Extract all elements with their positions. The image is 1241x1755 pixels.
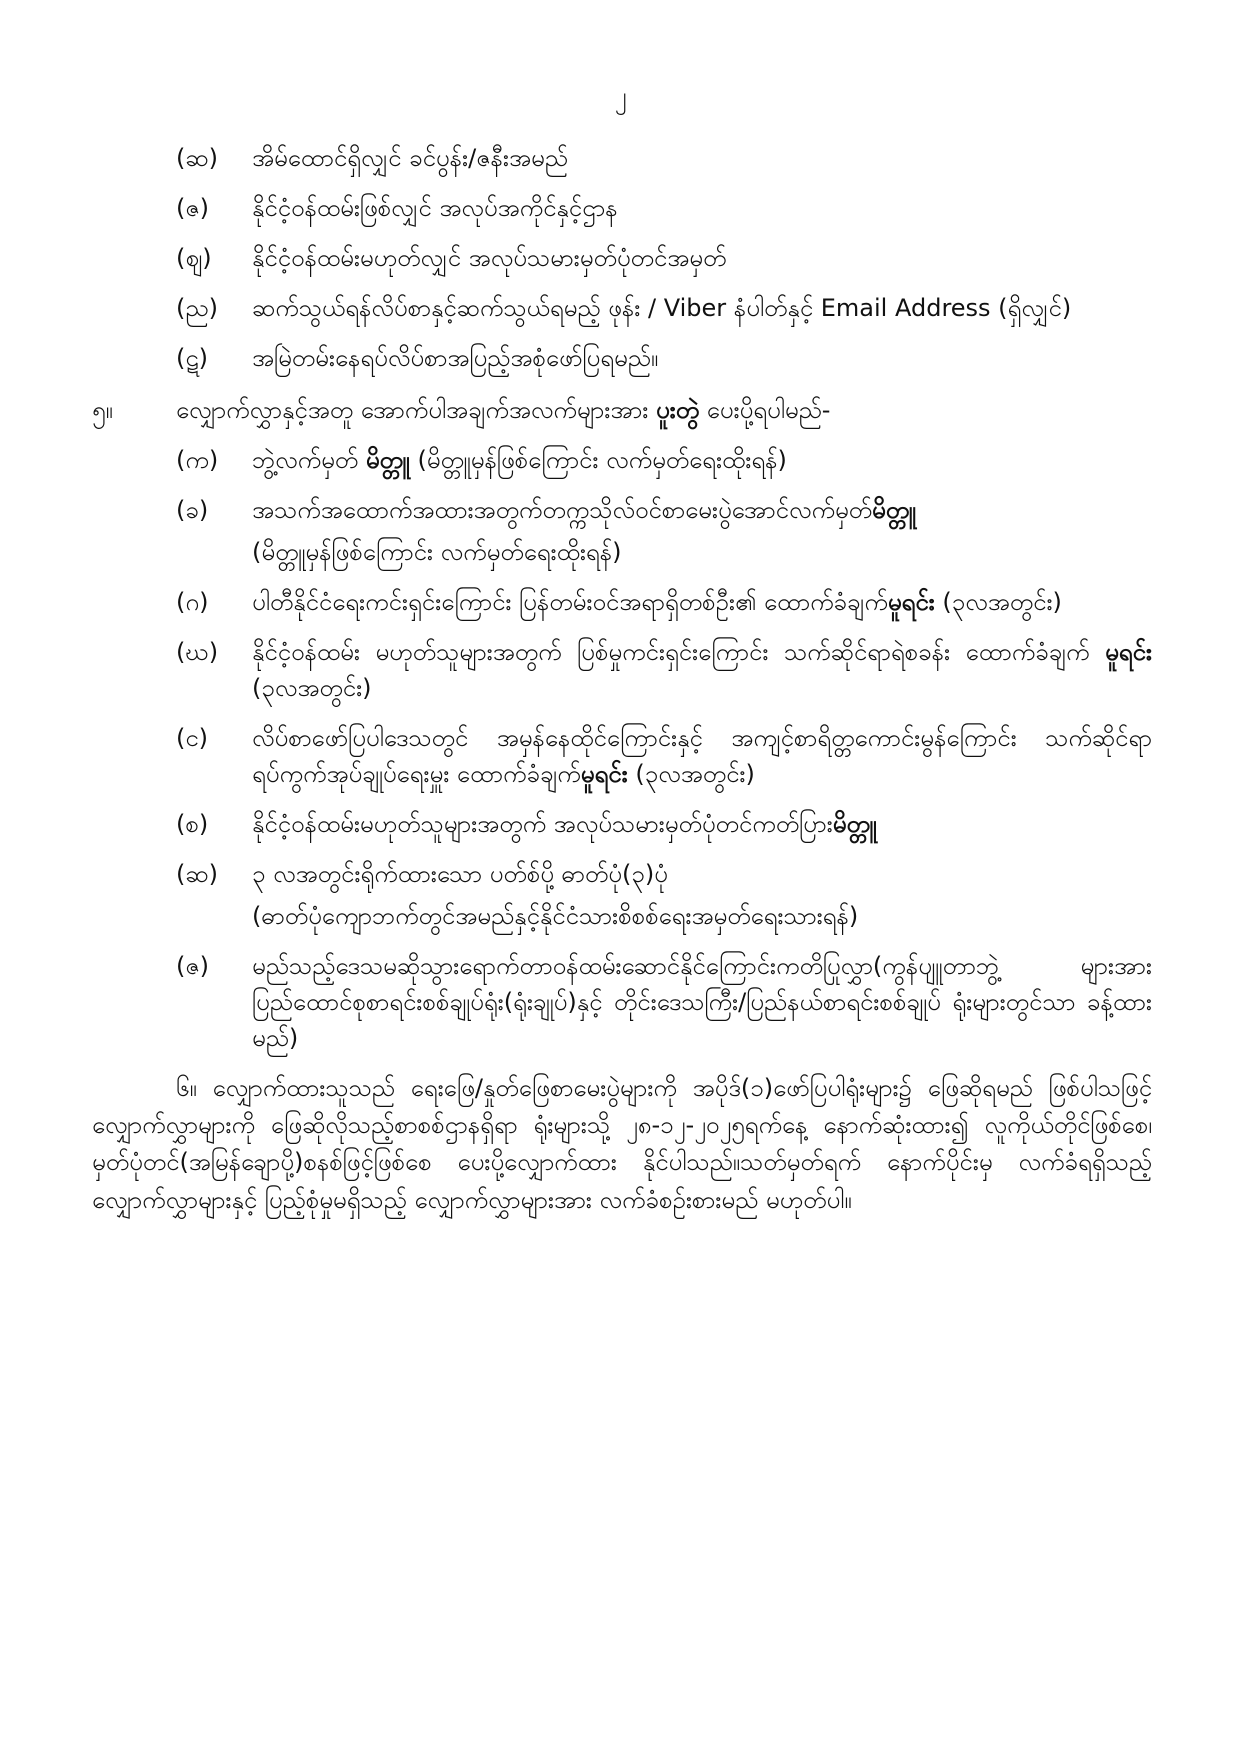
item-text: နိုင်ငံ့ဝန်ထမ်းဖြစ်လျှင် အလုပ်အကိုင်နှင့်ဌာန — [252, 194, 618, 222]
document-body — [92, 140, 1152, 1219]
item-marker: (ဇ) — [176, 194, 209, 222]
section-text: လျှောက်ထားသူသည် ရေးဖြေ/နှုတ်ဖြေစာမေးပွဲများကို အပိုဒ်(၁)ဖော်ပြပါရုံးများ၌ ဖြေဆိုရမည် ဖြစ်ပါသဖြင့် လျှောက်လွှာများကို ဖြေဆိုလိုသည့်စာစစ်ဌာနရှိရာ ရုံးများသို့ ၂၈-၁၂-၂၀၂၅ရက်နေ့ နောက်ဆုံးထား၍ လူကိုယ်တိုင်ဖြစ်စေ၊ မှတ်ပုံတင်(အမြန်ချောပို့)စနစ်ဖြင့်ဖြစ်စေ ပေးပို့လျှောက်ထား နိုင်ပါသည်။သတ်မှတ်ရက် နောက်ပိုင်းမှ လက်ခံရရှိသည့် လျှောက်လွှာများနှင့် ပြည့်စုံမှုမရှိသည့် လျှောက်လွှာများအား လက်ခံစဉ်းစားမည် မဟုတ်ပါ။ — [92, 1074, 1153, 1214]
item-text: အမြဲတမ်းနေရပ်လိပ်စာအပြည့်အစုံဖော်ပြရမည်။ — [252, 344, 659, 372]
item-bold: မူရင်း — [887, 588, 935, 616]
item-marker: (ဆ) — [176, 860, 218, 888]
list-item — [92, 856, 1152, 934]
item-bold: မူရင်း — [1105, 638, 1152, 666]
list-item — [92, 190, 1152, 226]
item-marker: (ည) — [176, 294, 218, 322]
item-marker: (ဃ) — [176, 638, 219, 666]
item-marker: (ခ) — [176, 496, 209, 524]
item-marker: (က) — [176, 446, 219, 474]
item-text: ဘွဲ့လက်မှတ် — [252, 446, 366, 474]
section-5-heading — [92, 392, 1152, 428]
list-item — [92, 140, 1152, 176]
item-text: လိပ်စာဖော်ပြပါဒေသတွင် အမှန်နေထိုင်ကြောင်းနှင့် အကျင့်စာရိတ္တကောင်းမွန်ကြောင်း သက်ဆိုင်ရာ ရပ်ကွက်အုပ်ချုပ်ရေးမှူး ထောက်ခံချက် — [252, 724, 1152, 788]
list-item — [92, 492, 1152, 570]
item-marker: (ဋ) — [176, 344, 209, 372]
list-item — [92, 240, 1152, 276]
item-text-post: (မိတ္တူမှန်ဖြစ်ကြောင်း လက်မှတ်ရေးထိုးရန်) — [409, 446, 787, 474]
list-item — [92, 720, 1152, 792]
item-text-post: (၃လအတွင်း) — [627, 760, 755, 788]
item-text-line2: (မိတ္တူမှန်ဖြစ်ကြောင်း လက်မှတ်ရေးထိုးရန်) — [252, 538, 622, 566]
item-marker: (စ) — [176, 810, 209, 838]
item-text: နိုင်ငံ့ဝန်ထမ်း မဟုတ်သူများအတွက် ပြစ်မှုကင်းရှင်းကြောင်း သက်ဆိုင်ရာရဲစခန်း ထောက်ခံချက် — [252, 638, 1106, 666]
item-marker: (ဂ) — [176, 588, 209, 616]
item-marker: (ဇ) — [176, 952, 209, 980]
item-text: နိုင်ငံ့ဝန်ထမ်းမဟုတ်သူများအတွက် အလုပ်သမားမှတ်ပုံတင်ကတ်ပြား — [252, 810, 833, 838]
item-text-post: (၃လအတွင်း) — [252, 674, 372, 702]
item-bold: မိတ္တူ — [365, 446, 410, 474]
item-marker: (ဈ) — [176, 244, 212, 272]
section-lead-bold: ပူးတွဲ — [655, 396, 700, 424]
item-text: နိုင်ငံ့ဝန်ထမ်းမဟုတ်လျှင် အလုပ်သမားမှတ်ပုံတင်အမှတ် — [252, 244, 727, 272]
list-item — [92, 442, 1152, 478]
list-item — [92, 806, 1152, 842]
item-text: အိမ်ထောင်ရှိလျှင် ခင်ပွန်း/ဇနီးအမည် — [252, 144, 568, 172]
item-text: မည်သည့်ဒေသမဆိုသွားရောက်တာဝန်ထမ်းဆောင်နိုင်ကြောင်းကတိပြုလွှာ(ကွန်ပျူတာဘွဲ့ များအား ပြည်ထောင်စုစာရင်းစစ်ချုပ်ရုံး(ရုံးချုပ်)နှင့် တိုင်းဒေသကြီး/ပြည်နယ်စာရင်းစစ်ချုပ် ရုံးများတွင်သာ ခန့်ထားမည်) — [252, 952, 1152, 1052]
item-bold: မိတ္တူ — [872, 496, 917, 524]
item-marker: (င) — [176, 724, 209, 752]
section-lead: လျှောက်လွှာနှင့်အတူ အောက်ပါအချက်အလက်များအား — [176, 396, 656, 424]
section-number: ၅။ — [92, 396, 113, 424]
list-item — [92, 340, 1152, 376]
section-lead-tail: ပေးပို့ရပါမည်- — [699, 396, 831, 424]
item-text-line2: (ဓာတ်ပုံကျောဘက်တွင်အမည်နှင့်နိုင်ငံသားစိစစ်ရေးအမှတ်ရေးသားရန်) — [252, 902, 859, 930]
list-item — [92, 634, 1152, 706]
item-marker: (ဆ) — [176, 144, 218, 172]
item-bold: မူရင်း — [580, 760, 628, 788]
item-text-post: (၃လအတွင်း) — [934, 588, 1062, 616]
item-text: အသက်အထောက်အထားအတွက်တက္ကသိုလ်ဝင်စာမေးပွဲအောင်လက်မှတ် — [252, 496, 873, 524]
section-6-paragraph — [92, 1070, 1152, 1219]
list-item — [92, 290, 1152, 326]
item-text: ဆက်သွယ်ရန်လိပ်စာနှင့်ဆက်သွယ်ရမည့် ဖုန်း / Viber နံပါတ်နှင့် Email Address (ရှိလျှင်) — [252, 294, 1072, 322]
section-number: ၆။ — [176, 1074, 197, 1102]
item-bold: မိတ္တူ — [832, 810, 877, 838]
list-item — [92, 584, 1152, 620]
page-number: ၂ — [614, 82, 627, 110]
list-item — [92, 948, 1152, 1056]
item-text: ၃ လအတွင်းရိုက်ထားသော ပတ်စ်ပို့ ဓာတ်ပုံ(၃)ပုံ — [252, 860, 668, 888]
item-text: ပါတီနိုင်ငံရေးကင်းရှင်းကြောင်း ပြန်တမ်းဝင်အရာရှိတစ်ဦး၏ ထောက်ခံချက် — [252, 588, 888, 616]
